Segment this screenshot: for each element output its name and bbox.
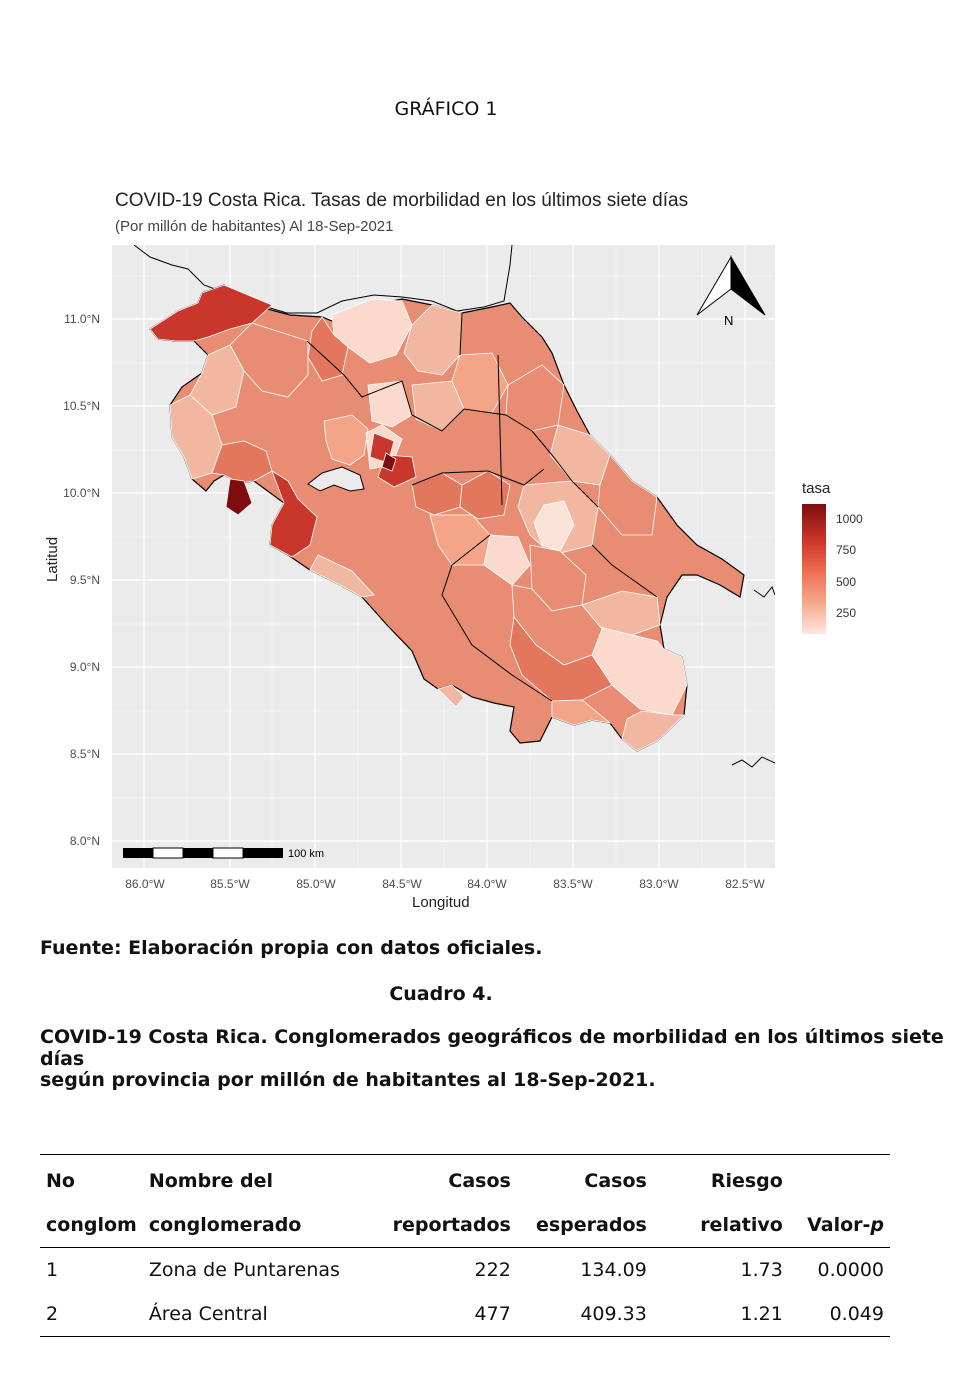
table-cell: 0.0000 [817,1259,884,1281]
y-tick-label: 8.0°N [69,834,100,848]
table-cell: 222 [474,1259,511,1281]
x-tick-label: 86.0°W [125,877,165,891]
header-cell: reportados [385,1203,517,1248]
map-title: COVID-19 Costa Rica. Tasas de morbilidad en los últimos siete días [115,190,689,211]
table-cell: 477 [385,1292,517,1337]
y-tick-label: 9.0°N [69,660,100,674]
source-note: Fuente: Elaboración propia con datos oficiales. [40,937,543,959]
legend-title: tasa [802,480,831,497]
p-italic: p [870,1214,884,1236]
header-cell: conglomerado [143,1203,385,1248]
y-tick-label: 10.0°N [63,486,100,500]
table-cell: 134.09 [580,1259,647,1281]
header-cell: relativo [653,1203,789,1248]
x-tick-label: 85.5°W [210,877,250,891]
y-tick-label: 8.5°N [69,747,100,761]
x-tick-label: 83.0°W [639,877,679,891]
table-row [40,1292,890,1337]
header-cell: Nombre del [143,1155,385,1204]
table-title-line2: según provincia por millón de habitantes al 18-Sep-2021. [40,1069,656,1091]
table-header-row [40,1203,890,1248]
scale-bar [123,848,324,860]
header-cell: esperados [517,1203,653,1248]
legend-label: 500 [836,575,857,589]
header-cell-valor-p [789,1203,890,1248]
x-tick-label: 84.0°W [467,877,507,891]
table-cell: 409.33 [517,1292,653,1337]
header-cell: Casos [517,1155,653,1204]
x-tick-label: 85.0°W [296,877,336,891]
north-label: N [724,313,734,328]
y-tick-label: 10.5°N [63,399,100,413]
map-svg [112,245,775,868]
valor-prefix: Valor- [807,1214,871,1236]
header-cell [789,1155,890,1204]
legend-colorbar [802,504,826,634]
table-cell: 2 [40,1292,143,1337]
legend-label: 250 [836,606,857,620]
legend-label: 750 [836,543,857,557]
table-cell: 1.73 [740,1259,783,1281]
figure-label: GRÁFICO 1 [394,98,498,120]
table-header-row [40,1155,890,1204]
y-tick-label: 11.0°N [64,312,100,326]
table-title-line1: COVID-19 Costa Rica. Conglomerados geográficos de morbilidad en los últimos siete días [40,1026,944,1070]
y-tick-label: 9.5°N [69,573,100,587]
table-cell: 0.049 [789,1292,890,1337]
legend-label: 1000 [836,512,863,526]
x-tick-label: 82.5°W [725,877,765,891]
header-cell: Casos [385,1155,517,1204]
map-panel [112,245,775,868]
north-arrow [697,257,765,328]
y-axis-title: Latitud [44,536,61,582]
table-label: Cuadro 4. [389,983,493,1005]
header-cell: conglom [40,1203,143,1248]
header-cell: Riesgo [653,1155,789,1204]
table-row [40,1248,890,1293]
header-cell: No [40,1155,143,1204]
map-subtitle: (Por millón de habitantes) Al 18-Sep-2021 [115,218,394,235]
table-cell: 1 [46,1259,59,1281]
table-cell: Zona de Puntarenas [148,1259,340,1281]
x-axis-title: Longitud [412,894,470,911]
clusters-table [40,1154,890,1337]
choropleth-map-figure [40,180,900,920]
table-cell: Área Central [143,1292,385,1337]
x-tick-label: 84.5°W [382,877,422,891]
table-cell: 1.21 [653,1292,789,1337]
scale-bar-label: 100 km [288,848,325,860]
x-tick-label: 83.5°W [553,877,593,891]
